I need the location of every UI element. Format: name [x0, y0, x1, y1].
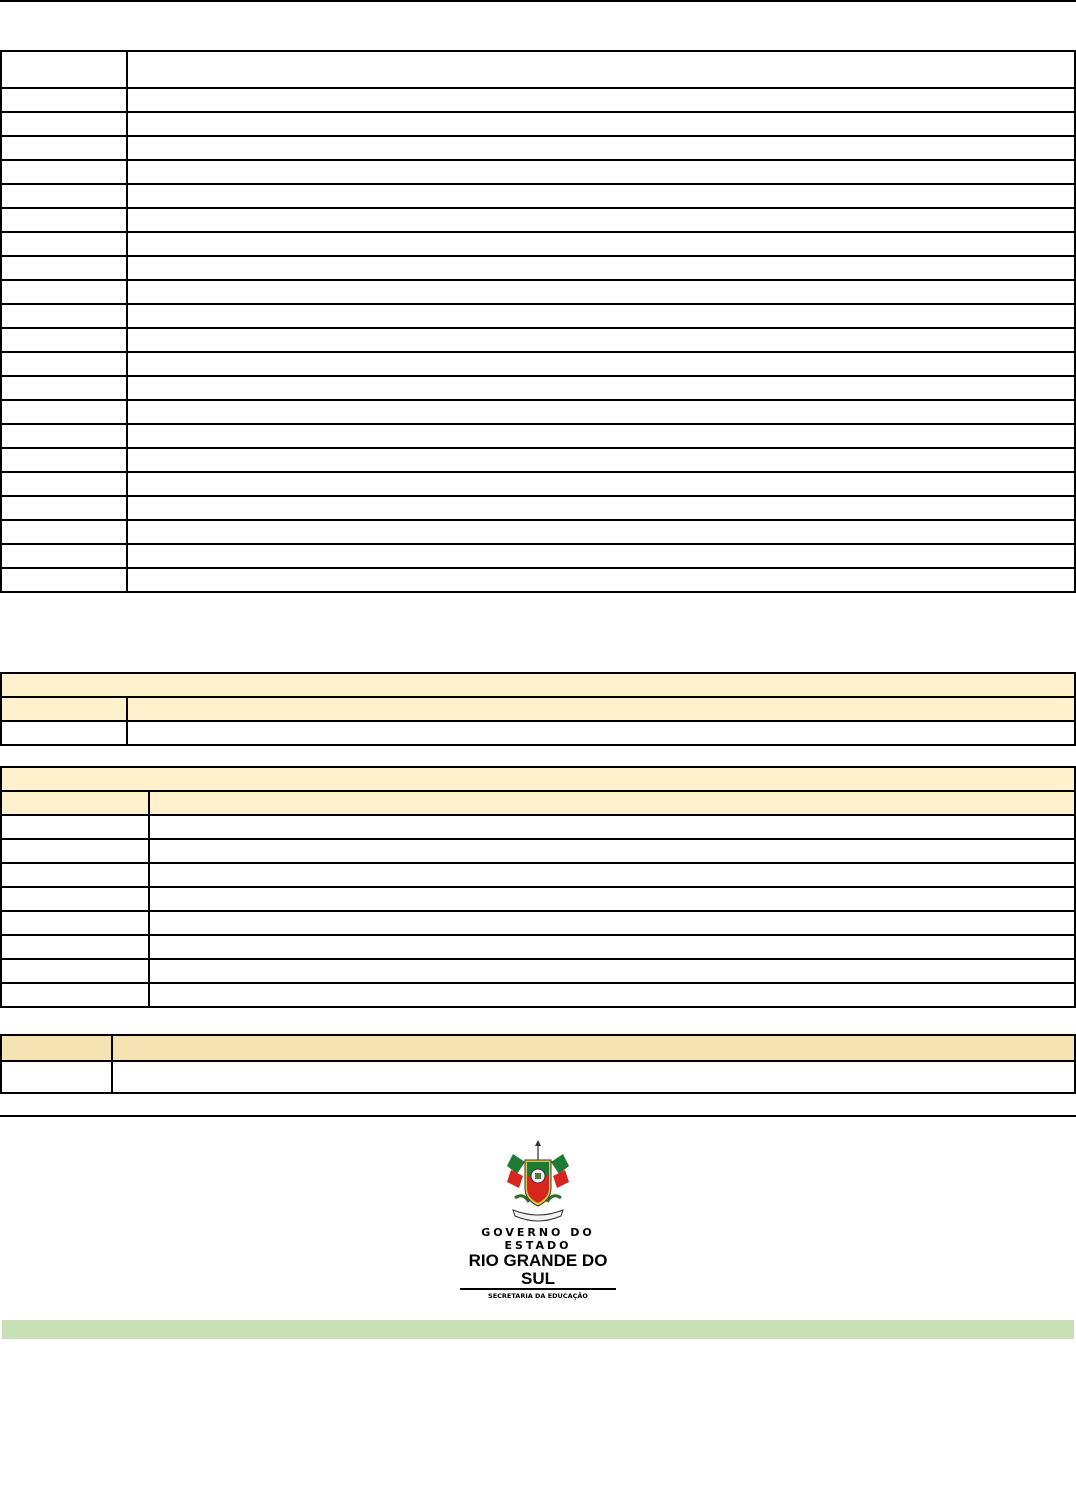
section-table-2 — [0, 672, 1076, 746]
table-row — [1, 232, 1075, 256]
table-row — [1, 520, 1075, 544]
table-row — [1, 160, 1075, 184]
table-row — [1, 88, 1075, 112]
section-bar — [2, 1320, 1074, 1339]
table-row — [1, 815, 1075, 839]
section-header-row — [1, 673, 1075, 697]
section-table-3 — [0, 766, 1076, 1008]
section-header-row — [1, 767, 1075, 791]
government-logo — [460, 1140, 616, 1300]
table-row — [1, 184, 1075, 208]
table-row — [1, 256, 1075, 280]
main-table — [0, 50, 1076, 593]
table-row — [1, 448, 1075, 472]
table-row — [1, 280, 1075, 304]
column-header-row — [1, 697, 1075, 721]
logo-line-3: SECRETARIA DA EDUCAÇÃO — [488, 1292, 588, 1300]
coat-of-arms-icon — [503, 1140, 573, 1224]
table-row — [1, 51, 1075, 88]
table-row — [1, 544, 1075, 568]
column-header-row — [1, 791, 1075, 815]
table-row — [1, 472, 1075, 496]
table-row — [1, 887, 1075, 911]
table-row — [1, 328, 1075, 352]
table-row — [1, 136, 1075, 160]
table-row — [1, 400, 1075, 424]
table-row — [1, 959, 1075, 983]
section-table-4 — [0, 1034, 1076, 1094]
column-header-row — [1, 1035, 1075, 1061]
table-row — [1, 983, 1075, 1007]
table-row — [1, 863, 1075, 887]
table-row — [1, 839, 1075, 863]
logo-line-2: RIO GRANDE DO SUL — [460, 1252, 616, 1290]
table-row — [1, 1061, 1075, 1093]
separator-rule — [0, 1115, 1076, 1117]
table-row — [1, 304, 1075, 328]
top-rule — [0, 0, 1076, 2]
table-row — [1, 721, 1075, 745]
table-row — [1, 496, 1075, 520]
table-row — [1, 208, 1075, 232]
table-row — [1, 935, 1075, 959]
table-row — [1, 112, 1075, 136]
table-row — [1, 424, 1075, 448]
table-row — [1, 911, 1075, 935]
table-row — [1, 352, 1075, 376]
table-row — [1, 376, 1075, 400]
table-row — [1, 568, 1075, 592]
logo-line-1: GOVERNO DO ESTADO — [481, 1226, 595, 1252]
